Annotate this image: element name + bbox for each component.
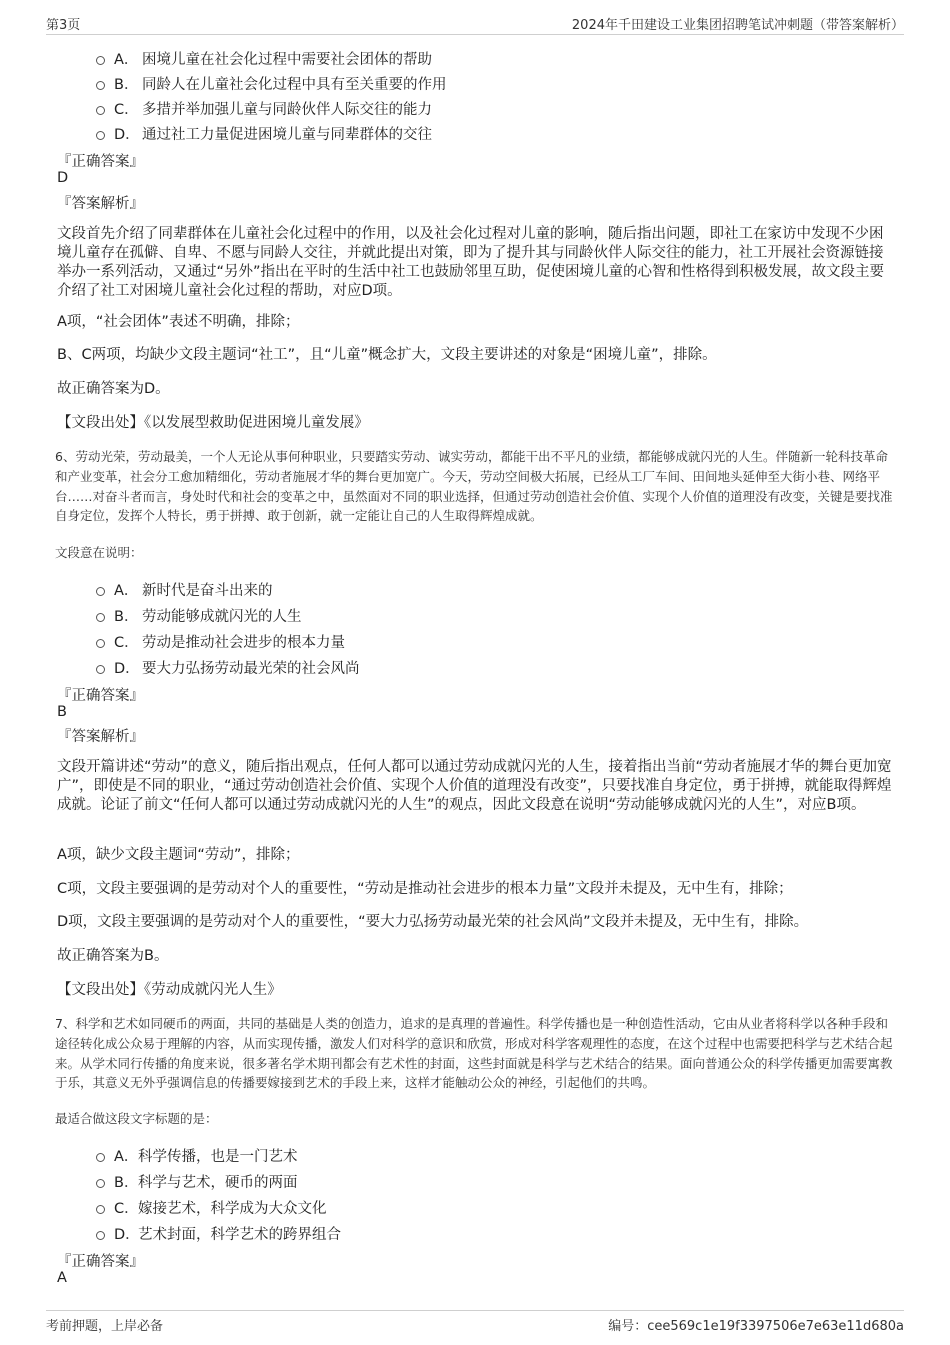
- q7-option-a[interactable]: A．科学传播，也是一门艺术: [96, 1145, 298, 1166]
- radio-icon[interactable]: [96, 665, 105, 674]
- radio-icon[interactable]: [96, 81, 105, 90]
- radio-icon[interactable]: [96, 587, 105, 596]
- q7-stem: 7、科学和艺术如同硬币的两面，共同的基础是人类的创造力，追求的是真理的普遍性。科学传播也是一种创造性活动，它由从业者将科学以各种手段和途径转化成公众易于理解的内容，从而实现传播，激发人们对科学的意识和欣赏，形成对科学客观理性的态度，在这个过程中也需要把科学与艺术结合起来。从学术同行传播的角度来说，很多著名学术期刊都会有艺术性的封面，这些封面就是科学与艺术结合的结果。面向普通公众的科学传播更加需要寓教于乐，其意义无外乎强调信息的传播要嫁接到艺术的手段上来，这样才能触动公众的神经，引起他们的共鸣。: [55, 1016, 893, 1091]
- q6-option-b[interactable]: B． 劳动能够成就闪光的人生: [96, 605, 302, 626]
- q7-answer: A: [57, 1270, 67, 1286]
- page-header: [46, 14, 904, 35]
- q7-option-c[interactable]: C．嫁接艺术，科学成为大众文化: [96, 1197, 327, 1218]
- q6-option-d[interactable]: D． 要大力弘扬劳动最光荣的社会风尚: [96, 657, 360, 678]
- q5-conclusion: 故正确答案为D。: [57, 381, 170, 397]
- document-id: 编号：cee569c1e19f3397506e7e63e11d680a: [608, 1319, 904, 1334]
- q6-analysis-label: 『答案解析』: [57, 729, 144, 745]
- q6-analysis: 文段开篇讲述“劳动”的意义，随后指出观点，任何人都可以通过劳动成就闪光的人生，接着指出当前“劳动者施展才华的舞台更加宽广”，即使是不同的职业，“通过劳动创造社会价值、实现个人价值的道理没有改变”，只要找准自身定位，勇于拼搏，就能取得辉煌成就。论证了前文“任何人都可以通过劳动成就闪光的人生”的观点，因此文段意在说明“劳动能够成就闪光的人生”，对应B项。: [57, 759, 892, 813]
- radio-icon[interactable]: [96, 56, 105, 65]
- q6-c-note: C项，文段主要强调的是劳动对个人的重要性，“劳动是推动社会进步的根本力量”文段并未提及，无中生有，排除；: [57, 881, 793, 897]
- q5-bc-note: B、C两项，均缺少文段主题词“社工”，且“儿童”概念扩大，文段主要讲述的对象是“困境儿童”，排除。: [57, 347, 717, 363]
- radio-icon[interactable]: [96, 1231, 105, 1240]
- radio-icon[interactable]: [96, 131, 105, 140]
- q6-source: 【文段出处】《劳动成就闪光人生》: [57, 982, 282, 998]
- q5-option-b[interactable]: B． 同龄人在儿童社会化过程中具有至关重要的作用: [96, 73, 447, 94]
- q7-option-b[interactable]: B．科学与艺术，硬币的两面: [96, 1171, 298, 1192]
- radio-icon[interactable]: [96, 1153, 105, 1162]
- q7-answer-label: 『正确答案』: [57, 1254, 144, 1270]
- q7-prompt: 最适合做这段文字标题的是：: [55, 1111, 218, 1126]
- q5-answer: D: [57, 170, 69, 186]
- radio-icon[interactable]: [96, 1205, 105, 1214]
- q5-a-note: A项，“社会团体”表述不明确，排除；: [57, 314, 300, 330]
- radio-icon[interactable]: [96, 613, 105, 622]
- q6-conclusion: 故正确答案为B。: [57, 948, 169, 964]
- q5-option-d[interactable]: D． 通过社工力量促进困境儿童与同辈群体的交往: [96, 123, 432, 144]
- q6-stem: 6、劳动光荣，劳动最美，一个人无论从事何种职业，只要踏实劳动、诚实劳动，都能干出不平凡的业绩，都能够成就闪光的人生。伴随新一轮科技革命和产业变革，社会分工愈加精细化，劳动者施展才华的舞台更加宽广。今天，劳动空间极大拓展，已经从工厂车间、田间地头延伸至大街小巷、网络平台……对奋斗者而言，身处时代和社会的变革之中，虽然面对不同的职业选择，但通过劳动创造社会价值、实现个人价值的道理没有改变，关键是要找准自身定位，发挥个人特长，勇于拼搏、敢于创新，就一定能让自己的人生取得辉煌成就。: [55, 449, 893, 524]
- page-number: 第3页: [46, 18, 81, 33]
- q6-answer: B: [57, 704, 67, 720]
- q6-option-c[interactable]: C． 劳动是推动社会进步的根本力量: [96, 631, 345, 652]
- q5-answer-label: 『正确答案』: [57, 154, 144, 170]
- q5-analysis-label: 『答案解析』: [57, 196, 144, 212]
- radio-icon[interactable]: [96, 1179, 105, 1188]
- page-footer: [46, 1310, 904, 1334]
- q6-option-a[interactable]: A． 新时代是奋斗出来的: [96, 579, 273, 600]
- radio-icon[interactable]: [96, 639, 105, 648]
- q6-answer-label: 『正确答案』: [57, 688, 144, 704]
- q5-option-c[interactable]: C． 多措并举加强儿童与同龄伙伴人际交往的能力: [96, 98, 432, 119]
- q6-d-note: D项，文段主要强调的是劳动对个人的重要性，“要大力弘扬劳动最光荣的社会风尚”文段并未提及，无中生有，排除。: [57, 914, 809, 930]
- radio-icon[interactable]: [96, 106, 105, 115]
- q7-option-d[interactable]: D．艺术封面，科学艺术的跨界组合: [96, 1223, 341, 1244]
- q6-a-note: A项，缺少文段主题词“劳动”，排除；: [57, 847, 300, 863]
- q5-source: 【文段出处】《以发展型救助促进困境儿童发展》: [57, 415, 369, 431]
- document-title: 2024年千田建设工业集团招聘笔试冲刺题（带答案解析）: [571, 18, 904, 33]
- footer-slogan: 考前押题，上岸必备: [46, 1319, 164, 1334]
- q5-analysis: 文段首先介绍了同辈群体在儿童社会化过程中的作用，以及社会化过程对儿童的影响，随后指出问题，即社工在家访中发现不少困境儿童存在孤僻、自卑、不愿与同龄人交往，并就此提出对策，即为了提升其与同龄伙伴人际交往的能力，社工开展社会资源链接举办一系列活动，又通过“另外”指出在平时的生活中社工也鼓励邻里互助，促使困境儿童的心智和性格得到积极发展，故文段主要介绍了社工对困境儿童社会化过程的帮助，对应D项。: [57, 226, 885, 299]
- q5-option-a[interactable]: A． 困境儿童在社会化过程中需要社会团体的帮助: [96, 48, 432, 69]
- q6-prompt: 文段意在说明：: [55, 545, 143, 560]
